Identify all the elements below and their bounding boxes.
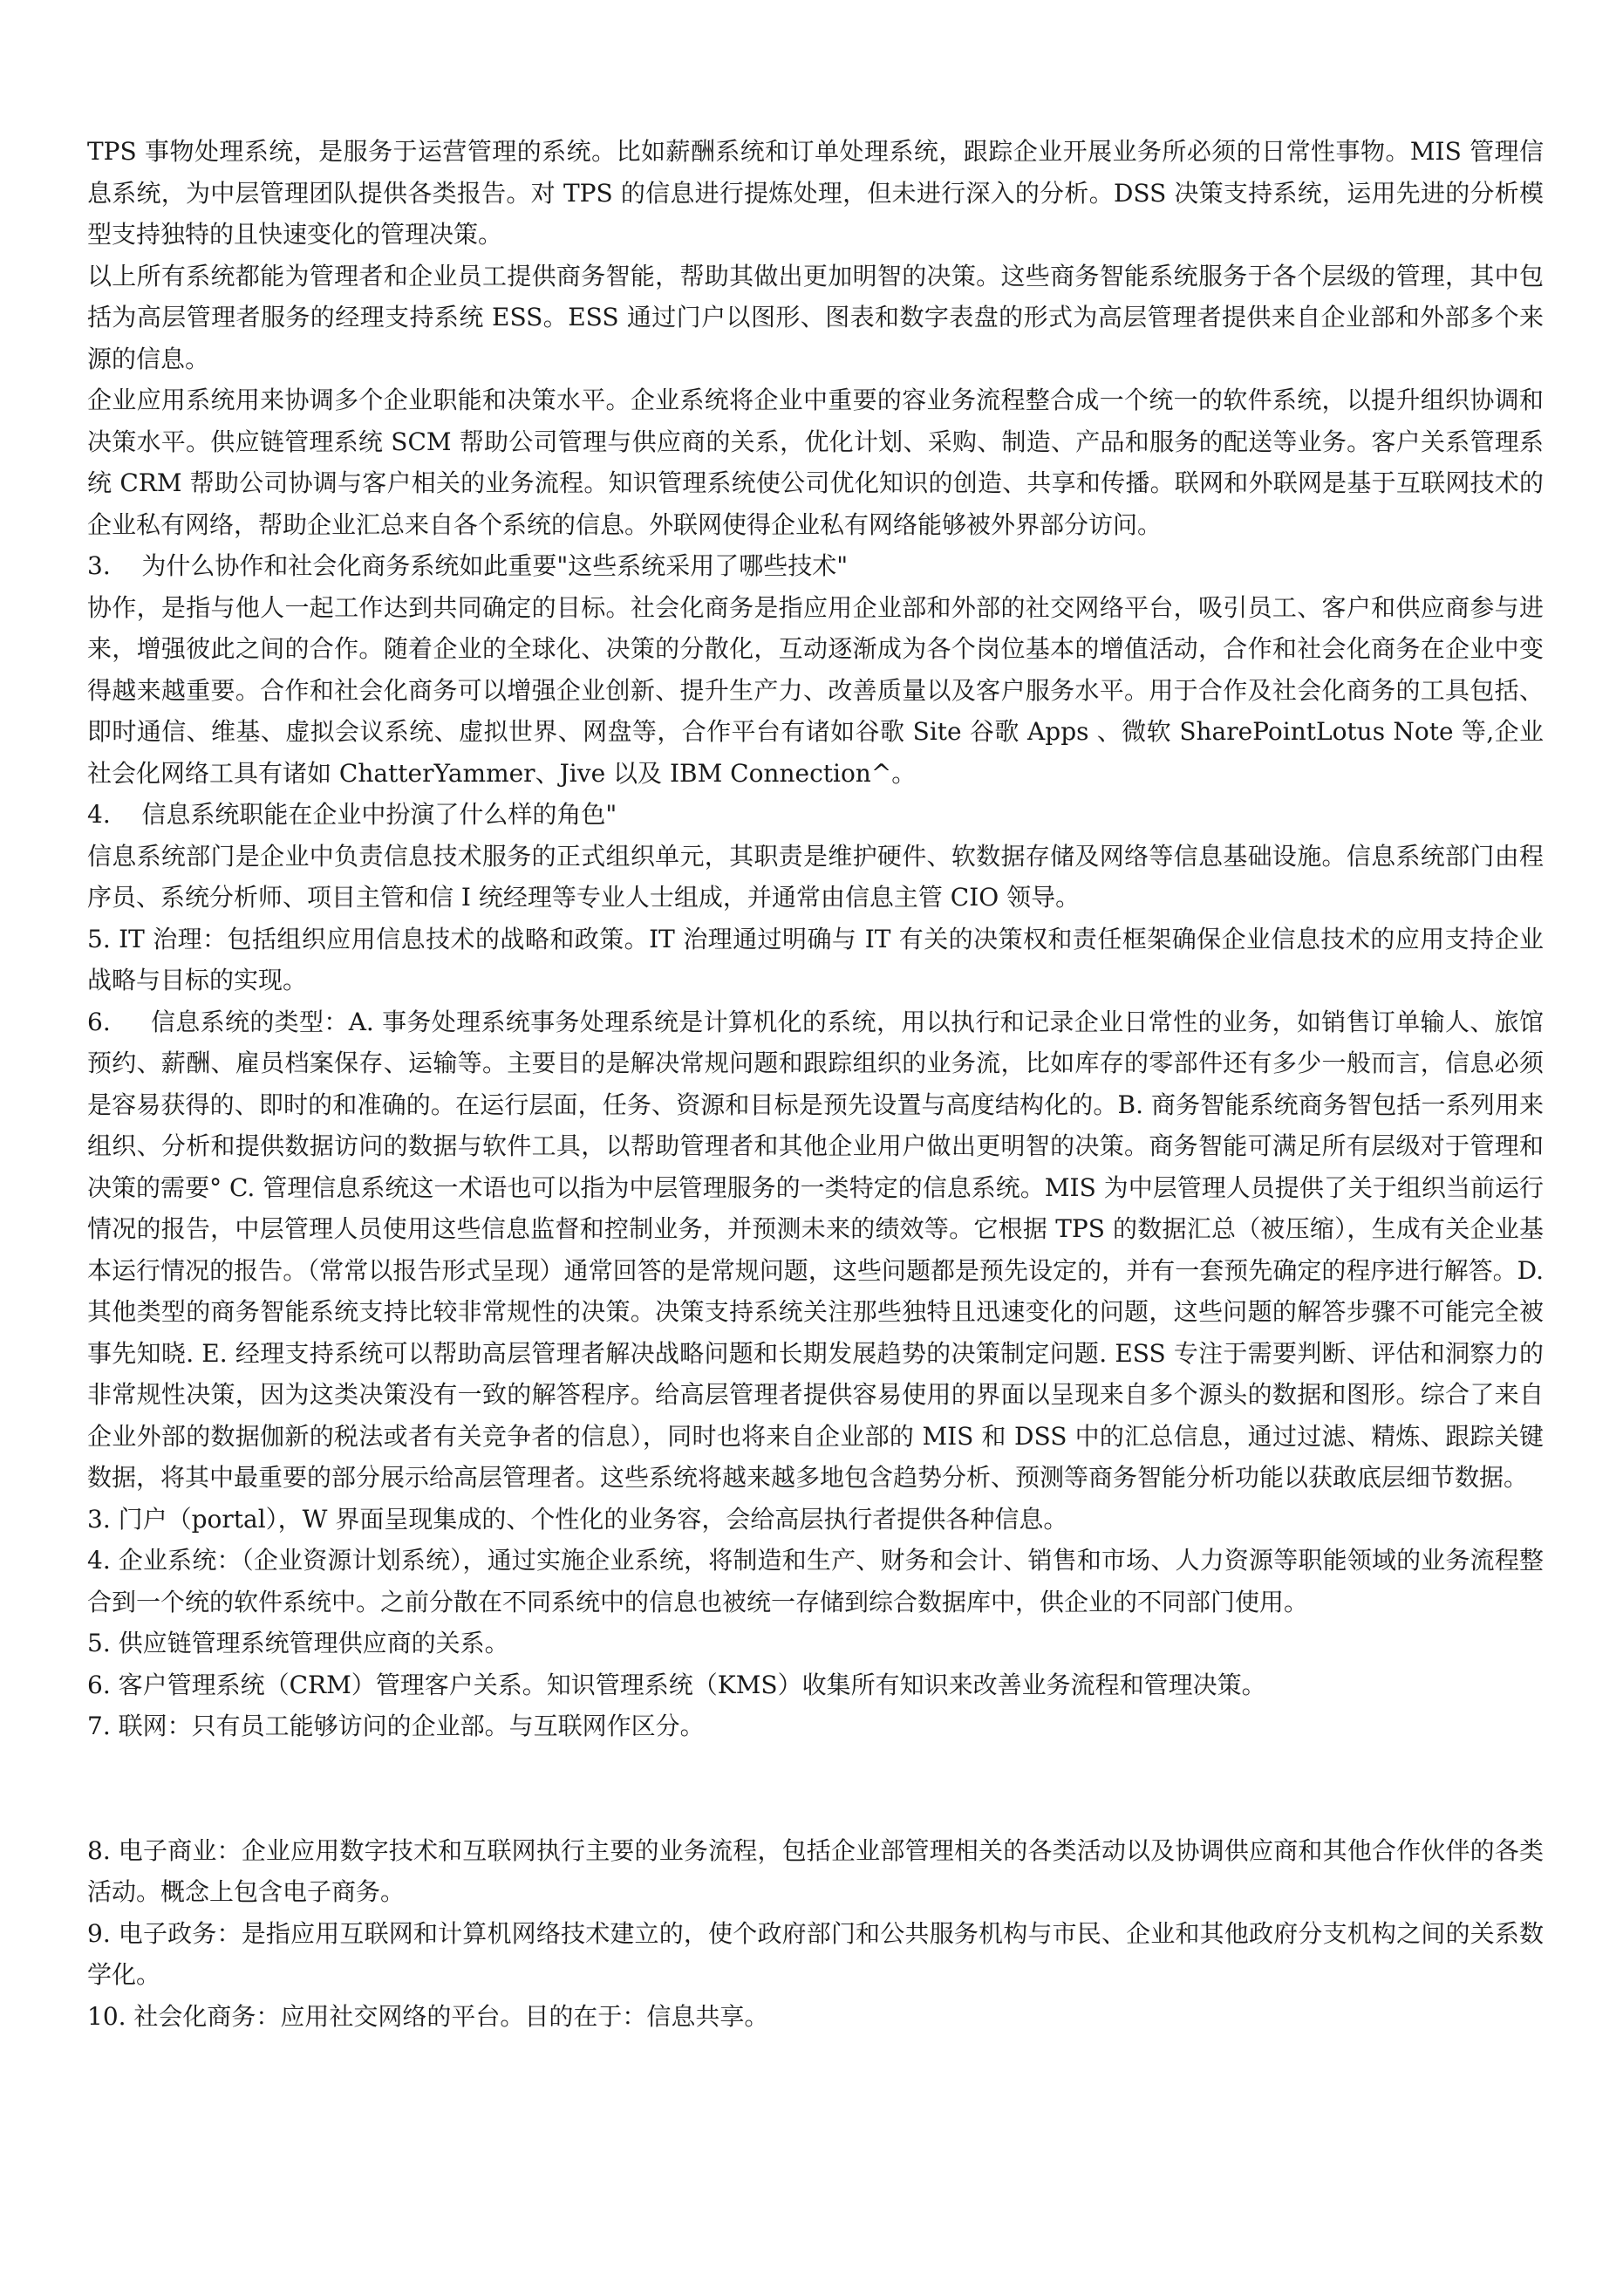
paragraph-is-department: 信息系统部门是企业中负责信息技术服务的正式组织单元，其职责是维护硬件、软数据存储及网络等信息基础设施。信息系统部门由程序员、系统分析师、项目主管和信 I 统经理等专业人士组成，并通常由信息主管 CIO 领导。 bbox=[87, 841, 1544, 912]
item-9-e-government: 9. 电子政务：是指应用互联网和计算机网络技术建立的，使个政府部门和公共服务机构与市民、企业和其他政府分支机构之间的关系数学化。 bbox=[87, 1918, 1544, 1989]
paragraph-collaboration: 协作，是指与他人一起工作达到共同确定的目标。社会化商务是指应用企业部和外部的社交网络平台，吸引员工、客户和供应商参与进来，增强彼此之间的合作。随着企业的全球化、决策的分散化，互动逐渐成为各个岗位基本的增值活动，合作和社会化商务在企业中变得越来越重要。合作和社会化商务可以增强企业创新、提升生产力、改善质量以及客户服务水平。用于合作及社会化商务的工具包括、即时通信、维基、虚拟会议系统、虚拟世界、网盘等，合作平台有诸如谷歌 Site 谷歌 Apps 、微软 SharePointLotus Note 等,企业社会化网络工具有诸如 ChatterYammer、Jive 以及 IBM Connection^。 bbox=[87, 592, 1544, 788]
question-4-is-function: 4. 信息系统职能在企业中扮演了什么样的角色" bbox=[87, 800, 617, 829]
paragraph-enterprise-applications: 企业应用系统用来协调多个企业职能和决策水平。企业系统将企业中重要的容业务流程整合成一个统一的软件系统，以提升组织协调和决策水平。供应链管理系统 SCM 帮助公司管理与供应商的关系，优化计划、采购、制造、产品和服务的配送等业务。客户关系管理系统 CRM 帮助公司协调与客户相关的业务流程。知识管理系统使公司优化知识的创造、共享和传播。联网和外联网是基于互联网技术的企业私有网络，帮助企业汇总来自各个系统的信息。外联网使得企业私有网络能够被外界部分访问。 bbox=[87, 386, 1544, 539]
item-3-portal: 3. 门户（portal），W 界面呈现集成的、个性化的业务容，会给高层执行者提供各种信息。 bbox=[87, 1504, 1068, 1534]
paragraph-business-intelligence: 以上所有系统都能为管理者和企业员工提供商务智能，帮助其做出更加明智的决策。这些商务智能系统服务于各个层级的管理，其中包括为高层管理者服务的经理支持系统 ESS。ESS 通过门户以图形、图表和数字表盘的形式为高层管理者提供来自企业部和外部多个来源的信息。 bbox=[87, 261, 1544, 373]
paragraph-tps-mis-dss: TPS 事物处理系统，是服务于运营管理的系统。比如薪酬系统和订单处理系统，跟踪企业开展业务所必须的日常性事物。MIS 管理信息系统，为中层管理团队提供各类报告。对 TPS 的信息进行提炼处理，但未进行深入的分析。DSS 决策支持系统，运用先进的分析模型支持独特的且快速变化的管理决策。 bbox=[87, 137, 1544, 249]
question-3-collaboration: 3. 为什么协作和社会化商务系统如此重要"这些系统采用了哪些技术" bbox=[87, 551, 849, 580]
item-7-intranet: 7. 联网：只有员工能够访问的企业部。与互联网作区分。 bbox=[87, 1712, 705, 1740]
item-5-supply-chain: 5. 供应链管理系统管理供应商的关系。 bbox=[87, 1629, 509, 1657]
item-4-enterprise-systems: 4. 企业系统：（企业资源计划系统），通过实施企业系统，将制造和生产、财务和会计、销售和市场、人力资源等职能领域的业务流程整合到一个统的软件系统中。之前分散在不同系统中的信息也被统一存储到综合数据库中，供企业的不同部门使用。 bbox=[87, 1546, 1544, 1616]
item-10-social-business: 10. 社会化商务：应用社交网络的平台。目的在于：信息共享。 bbox=[87, 2001, 769, 2031]
item-8-e-business: 8. 电子商业：企业应用数字技术和互联网执行主要的业务流程，包括企业部管理相关的各类活动以及协调供应商和其他合作伙伴的各类活动。概念上包含电子商务。 bbox=[87, 1835, 1544, 1906]
document-page bbox=[87, 131, 1544, 2037]
item-6-crm-kms: 6. 客户管理系统（CRM）管理客户关系。知识管理系统（KMS）收集所有知识来改善业务流程和管理决策。 bbox=[87, 1670, 1266, 1699]
item-5-it-governance: 5. IT 治理：包括组织应用信息技术的战略和政策。IT 治理通过明确与 IT 有关的决策权和责任框架确保企业信息技术的应用支持企业战略与目标的实现。 bbox=[87, 924, 1544, 994]
blank-gap bbox=[87, 1747, 1544, 1830]
item-6-system-types: 6. 信息系统的类型：A. 事务处理系统事务处理系统是计算机化的系统，用以执行和记录企业日常性的业务，如销售订单输人、旅馆预约、薪酬、雇员档案保存、运输等。主要目的是解决常规问题和跟踪组织的业务流，比如库存的零部件还有多少一般而言，信息必须是容易获得的、即时的和准确的。在运行层面，任务、资源和目标是预先设置与高度结构化的。B. 商务智能系统商务智包括一系列用来组织、分析和提供数据访问的数据与软件工具，以帮助管理者和其他企业用户做出更明智的决策。商务智能可满足所有层级对于管理和决策的需要° C. 管理信息系统这一术语也可以指为中层管理服务的一类特定的信息系统。MIS 为中层管理人员提供了关于组织当前运行情况的报告，中层管理人员使用这些信息监督和控制业务，并预测未来的绩效等。它根据 TPS 的数据汇总（被压缩），生成有关企业基本运行情况的报告。（常常以报告形式呈现）通常回答的是常规问题，这些问题都是预先设定的，并有一套预先确定的程序进行解答。D. 其他类型的商务智能系统支持比较非常规性的决策。决策支持系统关注那些独特且迅速变化的问题，这些问题的解答步骤不可能完全被事先知晓. E. 经理支持系统可以帮助高层管理者解决战略问题和长期发展趋势的决策制定问题. ESS 专注于需要判断、评估和洞察力的非常规性决策，因为这类决策没有一致的解答程序。给高层管理者提供容易使用的界面以呈现来自多个源头的数据和图形。综合了来自企业外部的数据伽新的税法或者有关竞争者的信息），同时也将来自企业部的 MIS 和 DSS 中的汇总信息，通过过滤、精炼、跟踪关键数据，将其中最重要的部分展示给高层管理者。这些系统将越来越多地包含趋势分析、预测等商务智能分析功能以获敢底层细节数据。 bbox=[87, 1007, 1544, 1492]
